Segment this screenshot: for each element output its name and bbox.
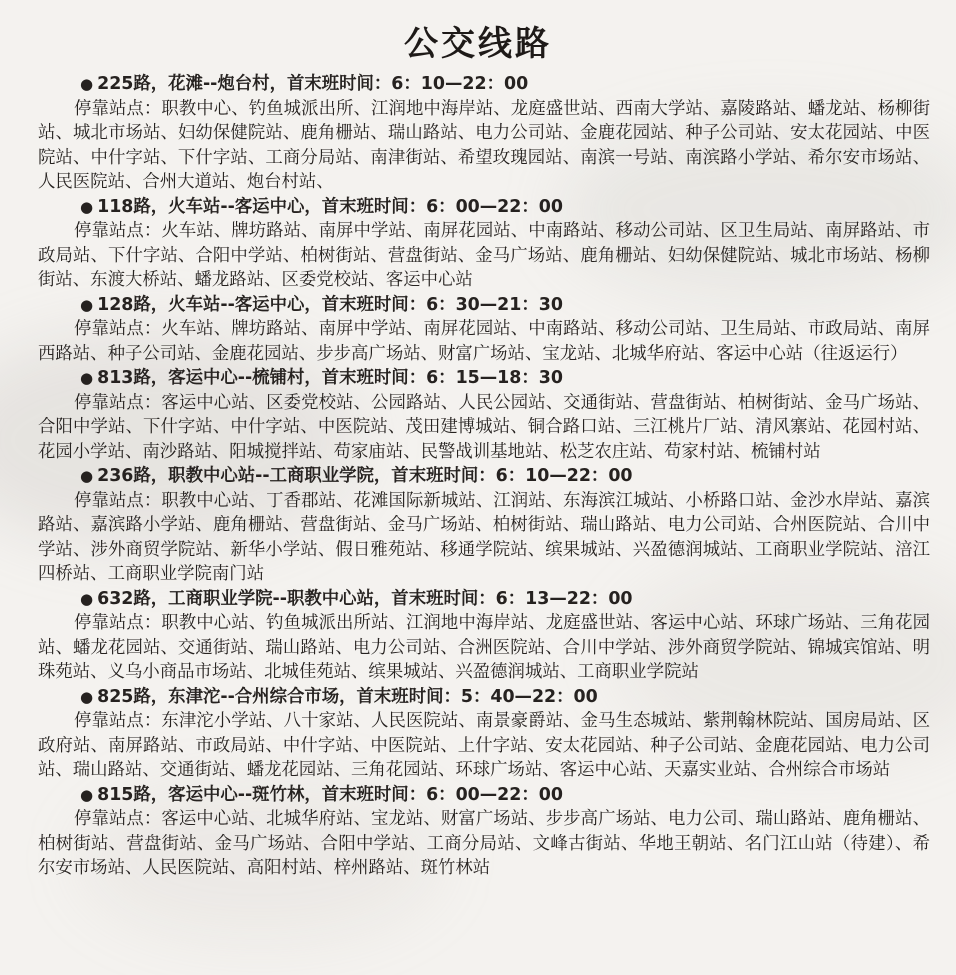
- route-128: [38, 293, 930, 367]
- route-225: [38, 72, 930, 195]
- bullet-icon: ●: [80, 197, 94, 216]
- bullet-icon: ●: [80, 687, 94, 706]
- route-title: 118路，火车站--客运中心，首末班时间：6：00—22：00: [97, 196, 563, 217]
- route-title: 632路，工商职业学院--职教中心站，首末班时间：6：13—22：00: [97, 588, 633, 609]
- route-stops: 停靠站点：火车站、牌坊路站、南屏中学站、南屏花园站、中南路站、移动公司站、卫生局站、市政局站、南屏西路站、种子公司站、金鹿花园站、步步高广场站、财富广场站、宝龙站、北城华府站、客运中心站（往返运行）: [38, 319, 930, 364]
- route-825: [38, 685, 930, 783]
- bullet-icon: ●: [80, 75, 94, 93]
- route-title: 825路，东津沱--合州综合市场，首末班时间：5：40—22：00: [97, 686, 598, 707]
- route-header: [38, 366, 930, 391]
- route-title: 813路，客运中心--梳铺村，首末班时间：6：15—18：30: [97, 368, 563, 388]
- route-813: [38, 366, 930, 464]
- route-title: 128路，火车站--客运中心，首末班时间：6：30—21：30: [97, 294, 563, 315]
- bullet-icon: ●: [80, 369, 94, 387]
- route-118: [38, 195, 930, 293]
- route-list: [38, 72, 930, 881]
- bullet-icon: ●: [80, 785, 94, 804]
- route-header: [38, 293, 930, 318]
- route-stops: 停靠站点：客运中心站、区委党校站、公园路站、人民公园站、交通街站、营盘街站、柏树街站、金马广场站、合阳中学站、下什字站、中什字站、中医院站、茂田建博城站、铜合路口站、三江桃片厂站、清风寨站、花园村站、花园小学站、南沙路站、阳城搅拌站、苟家庙站、民警战训基地站、松芝农庄站、苟家村站、梳铺村站: [38, 392, 930, 462]
- route-header: [38, 195, 930, 220]
- route-title: 236路，职教中心站--工商职业学院，首末班时间：6：10—22：00: [97, 466, 633, 486]
- route-stops: 停靠站点：火车站、牌坊路站、南屏中学站、南屏花园站、中南路站、移动公司站、区卫生局站、南屏路站、市政局站、下什字站、合阳中学站、柏树街站、营盘街站、金马广场站、鹿角栅站、妇幼保健院站、城北市场站、杨柳街站、东渡大桥站、蟠龙路站、区委党校站、客运中心站: [38, 221, 930, 290]
- route-header: [38, 587, 930, 612]
- route-stops: 停靠站点：职教中心站、丁香郡站、花滩国际新城站、江润站、东海滨江城站、小桥路口站、金沙水岸站、嘉滨路站、嘉滨路小学站、鹿角栅站、营盘街站、金马广场站、柏树街站、瑞山路站、电力公司站、合州医院站、合川中学站、涉外商贸学院站、新华小学站、假日雅苑站、移通学院站、缤果城站、兴盈德润城站、工商职业学院站、涪江四桥站、工商职业学院南门站: [38, 490, 930, 584]
- route-header: [38, 685, 930, 710]
- route-stops: 停靠站点：东津沱小学站、八十家站、人民医院站、南景豪爵站、金马生态城站、紫荆翰林院站、国房局站、区政府站、南屏路站、市政局站、中什字站、中医院站、上什字站、安太花园站、种子公司站、金鹿花园站、电力公司站、瑞山路站、交通街站、蟠龙花园站、三角花园站、环球广场站、客运中心站、天嘉实业站、合州综合市场站: [38, 711, 930, 780]
- route-632: [38, 587, 930, 685]
- page-title: 公交线路: [404, 24, 552, 64]
- route-236: [38, 464, 930, 587]
- route-815: [38, 783, 930, 881]
- route-title: 225路，花滩--炮台村，首末班时间：6：10—22：00: [97, 74, 529, 94]
- bullet-icon: ●: [80, 295, 94, 314]
- route-stops: 停靠站点：职教中心、钓鱼城派出所、江润地中海岸站、龙庭盛世站、西南大学站、嘉陵路站、蟠龙站、杨柳街站、城北市场站、妇幼保健院站、鹿角栅站、瑞山路站、电力公司站、金鹿花园站、种子公司站、安太花园站、中医院站、中什字站、下什字站、工商分局站、南津街站、希望玫瑰园站、南滨一号站、南滨路小学站、希尔安市场站、人民医院站、合州大道站、炮台村站、: [38, 98, 930, 192]
- route-title: 815路，客运中心--斑竹林，首末班时间：6：00—22：00: [97, 784, 563, 805]
- route-header: [38, 72, 930, 97]
- bullet-icon: ●: [80, 589, 94, 608]
- route-header: [38, 464, 930, 489]
- route-stops: 停靠站点：职教中心站、钓鱼城派出所站、江润地中海岸站、龙庭盛世站、客运中心站、环球广场站、三角花园站、蟠龙花园站、交通街站、瑞山路站、电力公司站、合洲医院站、合川中学站、涉外商贸学院站、锦城宾馆站、明珠苑站、义乌小商品市场站、北城佳苑站、缤果城站、兴盈德润城站、工商职业学院站: [38, 613, 930, 682]
- route-header: [38, 783, 930, 808]
- route-stops: 停靠站点：客运中心站、北城华府站、宝龙站、财富广场站、步步高广场站、电力公司、瑞山路站、鹿角栅站、柏树街站、营盘街站、金马广场站、合阳中学站、工商分局站、文峰古街站、华地王朝站、名门江山站（待建）、希尔安市场站、人民医院站、高阳村站、梓州路站、斑竹林站: [38, 809, 930, 878]
- bullet-icon: ●: [80, 467, 94, 485]
